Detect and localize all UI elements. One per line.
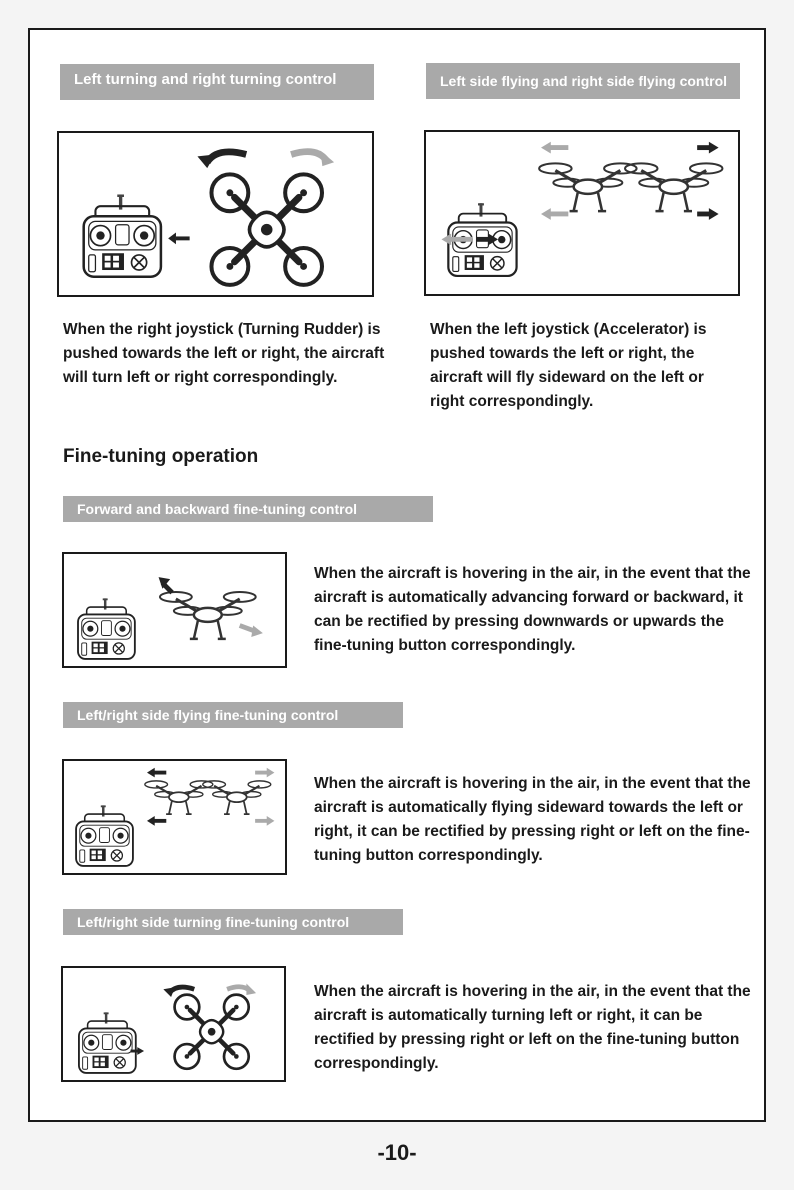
fine-tuning-heading: Fine-tuning operation: [63, 446, 259, 467]
forward-backward-description: When the aircraft is hovering in the air, in the event that the aircraft is automatically advancing forward or backward, it can be rectified by pressing downwards or upwards the fine-tuning button correspondingly.: [314, 565, 751, 654]
figure-side-flying: [424, 130, 740, 296]
side-flying-fine-tuning-description: When the aircraft is hovering in the air, in the event that the aircraft is automatically flying sideward towards the left or right, it can be rectified by pressing right or left on the fine-tuning button correspondingly.: [314, 775, 751, 864]
section-label-side-flying-fine-tuning: Left/right side flying fine-tuning control: [63, 702, 403, 728]
forward-backward-illustration: [64, 554, 285, 666]
section-label-turning: Left turning and right turning control: [60, 64, 374, 100]
side-turning-fine-tuning-description: When the aircraft is hovering in the air, in the event that the aircraft is automatically turning left or right, it can be rectified by pressing right or left on the fine-tuning button correspondingly.: [314, 983, 751, 1072]
turning-description: When the right joystick (Turning Rudder) is pushed towards the left or right, the aircraft will turn left or right correspondingly.: [63, 321, 385, 386]
side-turning-fine-tuning-illustration: [63, 968, 284, 1080]
section-label-side-flying: Left side flying and right side flying control: [426, 63, 740, 99]
section-label-forward-backward: Forward and backward fine-tuning control: [63, 496, 433, 522]
figure-turning: [57, 131, 374, 297]
section-label-side-turning-fine-tuning: Left/right side turning fine-tuning control: [63, 909, 403, 935]
figure-side-flying-fine-tuning: [62, 759, 287, 875]
figure-forward-backward: [62, 552, 287, 668]
page-number: -10-: [377, 1140, 417, 1165]
side-flying-fine-tuning-illustration: [64, 761, 285, 873]
side-flying-description: When the left joystick (Accelerator) is pushed towards the left or right, the aircraft will fly sideward on the left or right correspondingly.: [430, 321, 707, 410]
figure-side-turning-fine-tuning: [61, 966, 286, 1082]
side-flying-illustration: [426, 132, 738, 294]
turning-illustration: [59, 133, 372, 295]
